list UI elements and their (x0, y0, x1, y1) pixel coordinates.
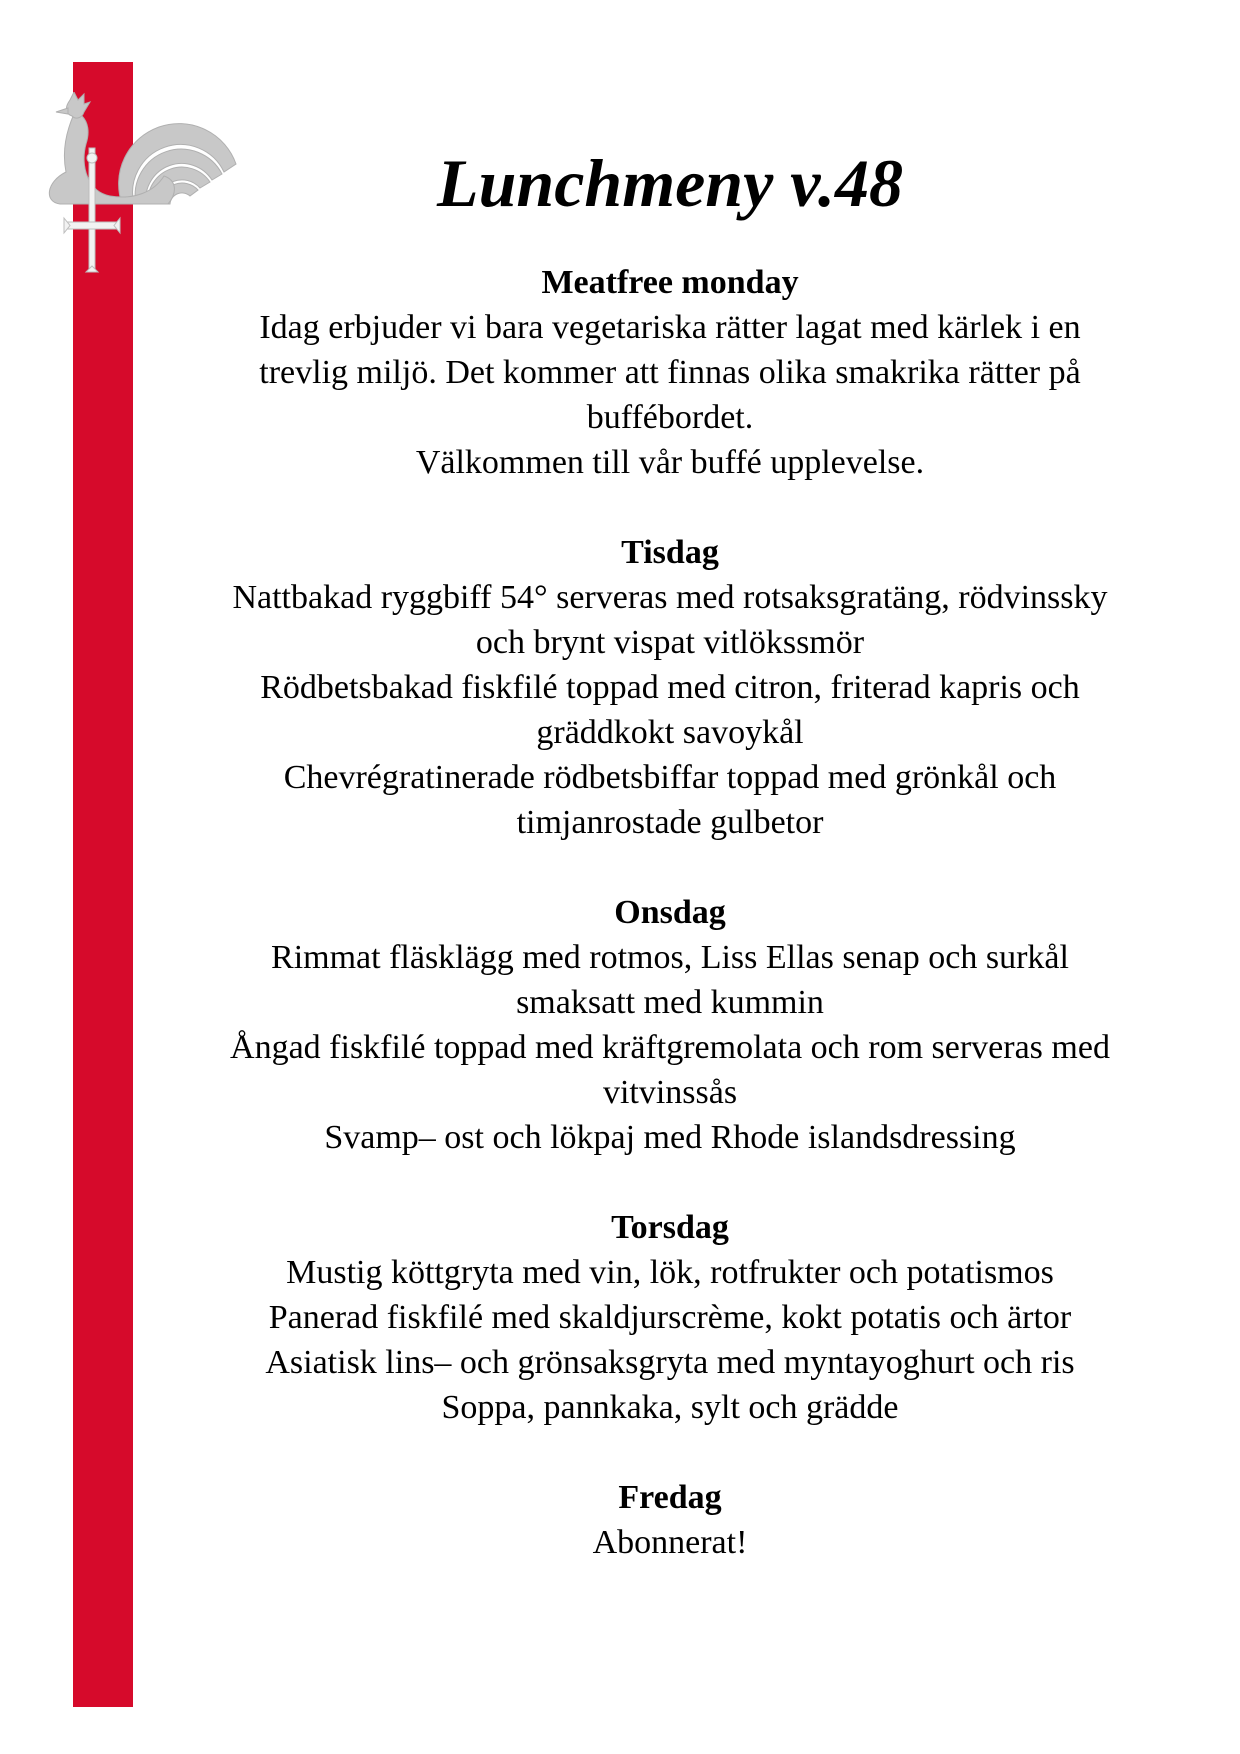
red-side-bar (73, 62, 133, 1707)
menu-line: vitvinssås (602, 1074, 738, 1111)
menu-line: Panerad fiskfilé med skaldjurscrème, kokt potatis och ärtor (268, 1299, 1072, 1336)
day-heading: Onsdag (614, 894, 726, 931)
page-title: Lunchmeny v.48 (437, 145, 903, 221)
menu-line: Abonnerat! (592, 1524, 748, 1561)
menu-content (165, 260, 1175, 1610)
day-heading: Meatfree monday (541, 264, 799, 301)
menu-line: gräddkokt savoykål (536, 714, 804, 751)
menu-section-friday (165, 1475, 1175, 1565)
menu-line: Chevrégratinerade rödbetsbiffar toppad med grönkål och (283, 759, 1057, 796)
menu-line: Rimmat fläsklägg med rotmos, Liss Ellas senap och surkål (271, 939, 1069, 976)
menu-line: och brynt vispat vitlökssmör (475, 624, 865, 661)
menu-line: timjanrostade gulbetor (516, 804, 824, 841)
menu-section-tuesday (165, 530, 1175, 845)
menu-section-monday (165, 260, 1175, 485)
day-heading: Torsdag (611, 1209, 729, 1246)
menu-line: Ångad fiskfilé toppad med kräftgremolata och rom serveras med (230, 1029, 1110, 1066)
menu-section-thursday (165, 1205, 1175, 1430)
menu-line: smaksatt med kummin (516, 984, 824, 1021)
menu-line: buffébordet. (586, 399, 754, 436)
menu-line: Asiatisk lins– och grönsaksgryta med myntayoghurt och ris (265, 1344, 1075, 1381)
menu-line: Soppa, pannkaka, sylt och grädde (441, 1389, 899, 1426)
menu-line: trevlig miljö. Det kommer att finnas olika smakrika rätter på (259, 354, 1081, 391)
menu-line: Nattbakad ryggbiff 54° serveras med rotsaksgratäng, rödvinssky (232, 579, 1108, 616)
menu-line: Idag erbjuder vi bara vegetariska rätter lagat med kärlek i en (259, 309, 1081, 346)
menu-line: Svamp– ost och lökpaj med Rhode islandsdressing (324, 1119, 1016, 1156)
menu-section-wednesday (165, 890, 1175, 1160)
menu-line: Mustig köttgryta med vin, lök, rotfrukter och potatismos (286, 1254, 1054, 1291)
day-heading: Fredag (618, 1479, 722, 1516)
menu-line: Välkommen till vår buffé upplevelse. (415, 444, 925, 481)
menu-line: Rödbetsbakad fiskfilé toppad med citron, friterad kapris och (260, 669, 1080, 706)
day-heading: Tisdag (621, 534, 719, 571)
